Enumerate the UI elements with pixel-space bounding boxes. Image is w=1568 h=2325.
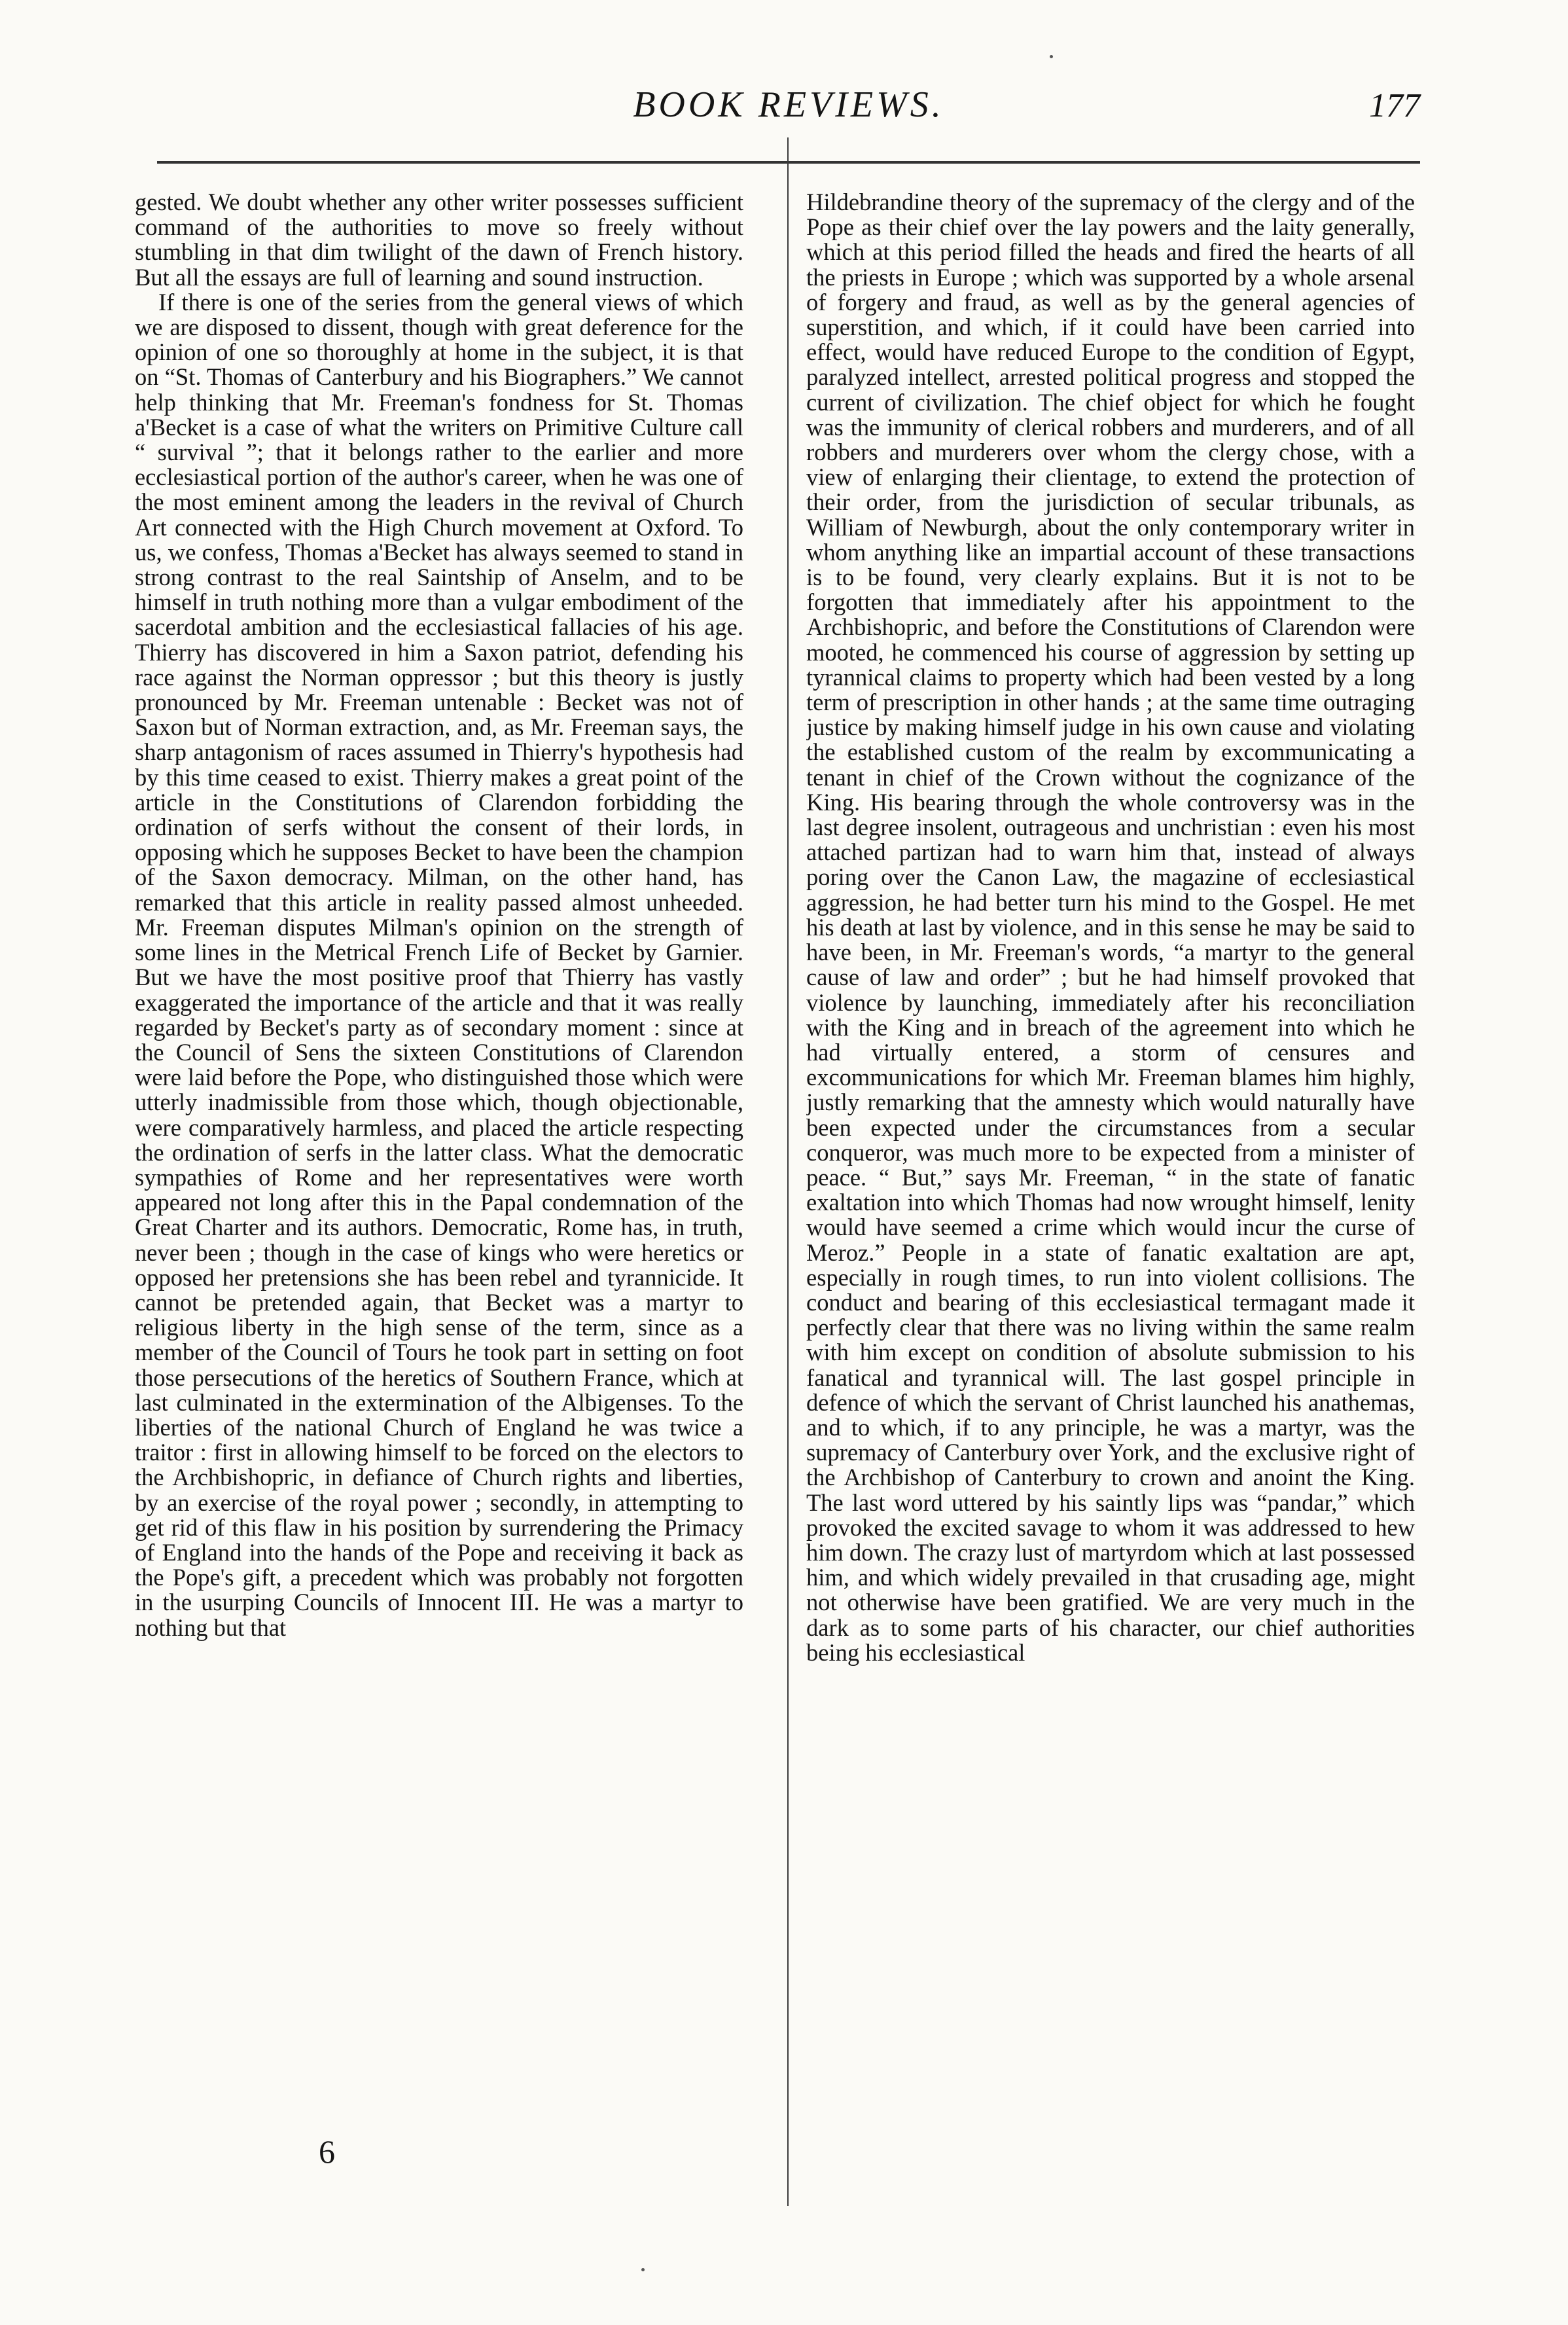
page-header <box>157 84 1420 143</box>
column-divider <box>787 137 789 2206</box>
paragraph: Hildebrandine theory of the supremacy of the clergy and of the Pope as their chief over the lay powers and the laity generally, which at this period filled the heads and fired the hearts of all the priests in Europe ; which was supported by a whole arsenal of forgery and fraud, as well as by the general agencies of superstition, and which, if it could have been carried into effect, would have reduced Europe to the condition of Egypt, paralyzed intellect, arrested political progress and stopped the current of civilization. The chief object for which he fought was the immunity of clerical robbers and murderers, and of all robbers and murderers over whom the clergy chose, with a view of enlarging their clientage, to extend the protection of their order, from the jurisdiction of secular tribunals, as William of Newburgh, about the only contemporary writer in whom anything like an impartial account of these transactions is to be found, very clearly explains. But it is not to be forgotten that immediately after his appointment to the Archbishopric, and before the Constitutions of Clarendon were mooted, he commenced his course of aggression by setting up tyrannical claims to property which had been vested by a long term of prescription in other hands ; at the same time outraging justice by making himself judge in his own cause and violating the established custom of the realm by excommunicating a tenant in chief of the Crown without the cognizance of the King. His bearing through the whole controversy was in the last degree insolent, outrageous and unchristian : even his most attached partizan had to warn him that, instead of always poring over the Canon Law, the magazine of ecclesiastical aggression, he had better turn his mind to the Gospel. He met his death at last by violence, and in this sense he may be said to have been, in Mr. Freeman's words, “a martyr to the general cause of law and order” ; but he had himself provoked that violence by launching, immediately after his reconciliation with the King and in breach of the agreement into which he had virtually entered, a storm of censures and excommunications for which Mr. Freeman blames him highly, justly remarking that the amnesty which would naturally have been expected under the circumstances from a secular conqueror, was much more to be expected from a minister of peace. “ But,” says Mr. Freeman, “ in the state of fanatic exaltation into which Thomas had now wrought himself, lenity would have seemed a crime which would incur the curse of Meroz.” People in a state of fanatic exaltation are apt, especially in rough times, to run into violent collisions. The conduct and bearing of this ecclesiastical termagant made it perfectly clear that there was no living within the same realm with him except on condition of absolute submission to his fanatical and tyrannical will. The last gospel principle in defence of which the servant of Christ launched his anathemas, and to which, if to any principle, he was a martyr, was the supremacy of Canterbury over York, and the exclusive right of the Archbishop of Canterbury to crown and anoint the King. The last word uttered by his saintly lips was “pandar,” which provoked the excited savage to whom it was addressed to hew him down. The crazy lust of martyrdom which at last possessed him, and which widely prevailed in that crusading age, might not otherwise have been gratified. We are very much in the dark as to some parts of his character, our chief authorities being his ecclesiastical <box>806 190 1415 1666</box>
page-number: 177 <box>1369 87 1420 124</box>
left-column <box>135 190 743 2206</box>
paper-speck <box>641 2268 645 2271</box>
header-rule <box>157 161 1420 164</box>
right-column <box>806 190 1415 2206</box>
paragraph: gested. We doubt whether any other writer possesses sufficient command of the authorities to move so freely without stumbling in that dim twilight of the dawn of French history. But all the essays are full of learning and sound instruction. <box>135 190 743 291</box>
paper-speck <box>1050 55 1053 58</box>
paragraph: If there is one of the series from the general views of which we are disposed to dissent, though with great deference for the opinion of one so thoroughly at home in the subject, it is that on “St. Thomas of Canterbury and his Biographers.” We cannot help thinking that Mr. Freeman's fondness for St. Thomas a'Becket is a case of what the writers on Primitive Culture call “ survival ”; that it belongs rather to the earlier and more ecclesiastical portion of the author's career, when he was one of the most eminent among the leaders in the revival of Church Art connected with the High Church movement at Oxford. To us, we confess, Thomas a'Becket has always seemed to stand in strong contrast to the real Saintship of Anselm, and to be himself in truth nothing more than a vulgar embodiment of the sacerdotal ambition and the ecclesiastical fallacies of his age. Thierry has discovered in him a Saxon patriot, defending his race against the Norman oppressor ; but this theory is justly pronounced by Mr. Freeman untenable : Becket was not of Saxon but of Norman extraction, and, as Mr. Freeman says, the sharp antagonism of races assumed in Thierry's hypothesis had by this time ceased to exist. Thierry makes a great point of the article in the Constitutions of Clarendon forbidding the ordination of serfs without the consent of their lords, in opposing which he supposes Becket to have been the champion of the Saxon democracy. Milman, on the other hand, has remarked that this article in reality passed almost unheeded. Mr. Freeman disputes Milman's opinion on the strength of some lines in the Metrical French Life of Becket by Garnier. But we have the most positive proof that Thierry has vastly exaggerated the importance of the article and that it was really regarded by Becket's party as of secondary moment : since at the Council of Sens the sixteen Constitutions of Clarendon were laid before the Pope, who distinguished those which were utterly inadmissible from those which, though objectionable, were comparatively harmless, and placed the article respecting the ordination of serfs in the latter class. What the democratic sympathies of Rome and her representatives were worth appeared not long after this in the Papal condemnation of the Great Charter and its authors. Democratic, Rome has, in truth, never been ; though in the case of kings who were heretics or opposed her pretensions she has been rebel and tyrannicide. It cannot be pretended again, that Becket was a martyr to religious liberty in the high sense of the term, since as a member of the Council of Tours he took part in setting on foot those persecutions of the heretics of Southern France, which at last culminated in the extermination of the Albigenses. To the liberties of the national Church of England he was twice a traitor : first in allowing himself to be forced on the electors to the Archbishopric, in defiance of Church rights and liberties, by an exercise of the royal power ; secondly, in attempting to get rid of this flaw in his position by surrendering the Primacy of England into the hands of the Pope and receiving it back as the Pope's gift, a precedent which was probably not forgotten in the usurping Councils of Innocent III. He was a martyr to nothing but that <box>135 288 743 1641</box>
signature-mark: 6 <box>319 2133 335 2170</box>
running-head: BOOK REVIEWS. <box>633 84 944 125</box>
